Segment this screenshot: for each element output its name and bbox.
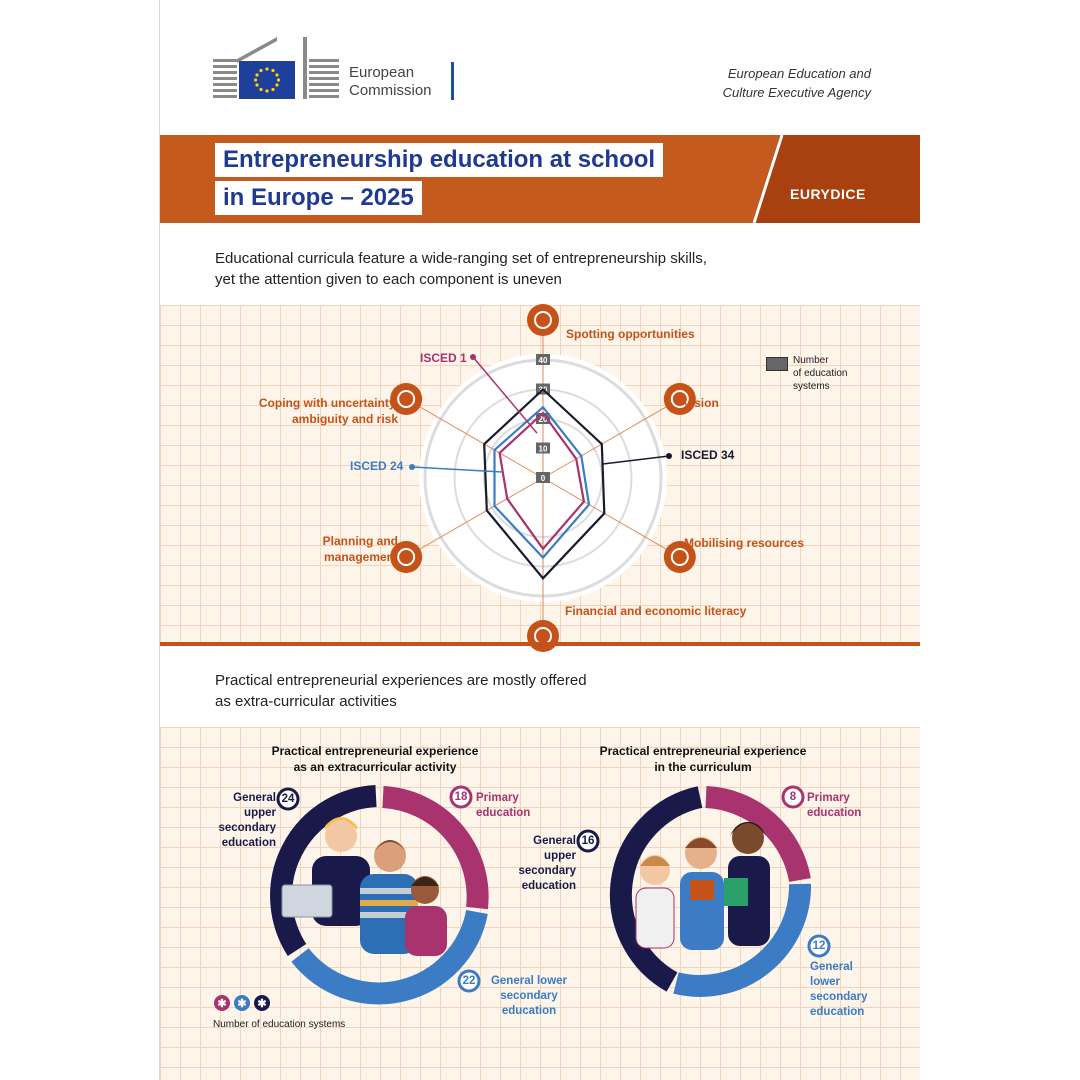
eurydice-brand: EURYDICE [790,186,866,202]
students-illustration-2 [636,822,770,950]
radar-tick-label: 0 [540,474,546,483]
donut2 [621,797,800,986]
skill-label-planning-line1: Planning and [322,534,398,548]
svg-text:✱: ✱ [217,998,227,1010]
donut2-upper-value: 16 [581,835,595,847]
donut2-lower-label-line4: education [810,1006,865,1018]
legend-note: Number of education systems [213,1019,346,1030]
donut1-upper-value: 24 [281,793,295,805]
skill-label-mobilising: Mobilising resources [684,536,805,550]
series-label-isced24: ISCED 24 [350,459,404,473]
radar-tick-label: 10 [538,444,548,454]
org-name-line2: Commission [349,82,432,99]
donut2-title-line1: Practical entrepreneurial experience [599,744,807,758]
donut2-upper-label-line3: secondary [518,865,576,877]
skill-label-coping-line1: Coping with uncertainty, [258,396,398,410]
org-name-line1: European [349,64,415,81]
donut1-lower-label-line3: education [501,1005,557,1017]
radar-tick-label: 40 [538,356,548,365]
donut2-title-line2: in the curriculum [654,760,752,774]
section1-lead-line1: Educational curricula feature a wide-ranging set of entrepreneurship skills, [215,250,707,267]
donut2-lower-value: 12 [812,940,826,952]
donut1-primary-value: 18 [454,791,468,803]
donut2-primary-value: 8 [789,791,797,803]
agency-line2: Culture Executive Agency [722,85,871,100]
donut2-lower-label-line1: General [810,961,853,973]
skill-label-spotting: Spotting opportunities [566,327,695,341]
svg-text:✱: ✱ [237,998,247,1010]
section2-lead-line1: Practical entrepreneurial experiences are mostly offered [215,672,587,689]
section1-lead-line2: yet the attention given to each component is uneven [215,271,562,288]
legend-line3: systems [793,381,830,392]
skill-label-vision: Vision [683,396,719,410]
donut2-upper-label-line2: upper [544,850,576,862]
donut1-title-line1: Practical entrepreneurial experience [271,744,479,758]
skill-label-coping-line2: ambiguity and risk [291,412,398,426]
donut1-upper-label-line4: education [221,837,276,849]
skill-label-planning-line2: management [323,550,398,564]
series-label-isced1: ISCED 1 [420,351,467,365]
donut1-primary-label [476,791,530,821]
donut2-upper-label [500,834,576,894]
skill-label-financial: Financial and economic literacy [565,604,747,618]
donut1-title-line2: as an extracurricular activity [293,760,457,774]
donut1-lower-label [484,974,574,1019]
donut2-primary-label-line2: education [807,807,862,819]
donut2-primary-label-line1: Primary [807,792,850,804]
legend-line2: of education [793,368,848,379]
donut2-lower-label-line2: lower [810,976,841,988]
legend-line1: Number [793,355,829,366]
series-label-isced34: ISCED 34 [681,448,735,462]
radar-tick-label: 20 [538,415,548,424]
svg-text:✱: ✱ [257,998,267,1010]
donut1-lower-value: 22 [462,975,476,987]
donut1-upper-label-line1: General [233,792,276,804]
donut1-lower-label-line2: secondary [500,990,558,1002]
donut1-upper-label-line3: secondary [218,822,276,834]
donut2-primary-label [807,791,861,821]
title-line1: Entrepreneurship education at school [215,143,663,177]
donut1-upper-label [200,791,276,851]
donut2-lower-label [810,960,868,1020]
donut1 [281,796,478,993]
title-line2: in Europe – 2025 [215,181,422,215]
donut1-lower-label-line1: General lower [490,975,568,987]
donut1-upper-label-line2: upper [244,807,276,819]
donut2-lower-label-line3: secondary [810,991,868,1003]
donut1-primary-label-line2: education [476,807,531,819]
section2-lead-line2: as extra-curricular activities [215,693,397,710]
donut2-upper-label-line1: General [533,835,576,847]
radar-tick-label: 30 [538,385,548,395]
donut2-upper-label-line4: education [521,880,576,892]
donut1-primary-label-line1: Primary [476,792,519,804]
agency-line1: European Education and [727,66,871,81]
